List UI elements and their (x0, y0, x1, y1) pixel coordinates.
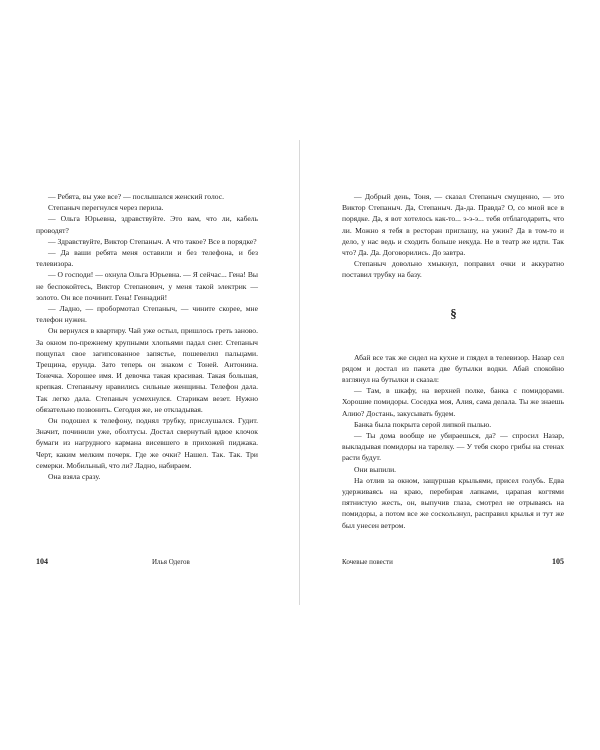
right-paragraph: Степаныч довольно хмыкнул, поправил очки и аккуратно поставил трубку на базу. (342, 259, 564, 280)
gutter-shadow (299, 140, 300, 605)
right-page-footer (342, 556, 564, 568)
page-number: 104 (36, 557, 48, 566)
left-paragraph: Он подошел к телефону, поднял трубку, прислушался. Гудит. Значит, починили уже, оболтусы. Достал свернутый вдвое клочок бумаги из нагрудного кармана висевшего в прихожей пиджака. Черт, каким мелким почерк. Где же очки? Нашел. Так. Так. Три семерки. Мобильный, что ли? Ладно, набираем. (36, 416, 258, 470)
right-paragraph: — Ты дома вообще не убираешься, да? — спросил Назар, выкладывая помидоры на тарелку. — У тебя скоро грибы на стенах расти будут. (342, 431, 564, 463)
right-paragraph: Они выпили. (354, 464, 397, 474)
left-paragraph: — Ольга Юрьевна, здравствуйте. Это вам, что ли, кабель проводят? (36, 214, 258, 235)
left-paragraph: — Ладно, — пробормотал Степаныч, — чините скорее, мне телефон нужен. (36, 304, 258, 325)
left-paragraph: — Здравствуйте, Виктор Степаныч. А что такое? Все в порядке? (48, 236, 257, 246)
left-paragraph: — О господи! — охнула Ольга Юрьевна. — Я сейчас... Гена! Вы не беспокойтесь, Виктор Степанович, у меня такой электрик — золото. Он все починит. Гена! Геннадий! (36, 270, 258, 302)
left-paragraph: Степаныч перегнулся через перила. (48, 203, 164, 213)
left-page-footer (36, 556, 258, 568)
right-paragraph: Абай все так же сидел на кухне и глядел в телевизор. Назар сел рядом и достал из пакета две бутылки водки. Абай спокойно взглянул на бутылки и сказал: (342, 352, 564, 385)
right-paragraph: Банка была покрыта серой липкой пылью. (354, 419, 492, 429)
running-title: Илья Одегов (152, 558, 190, 566)
left-paragraph: — Ребята, вы уже все? — послышался женский голос. (48, 192, 225, 201)
left-page (36, 191, 258, 482)
running-title: Кочевые повести (342, 558, 393, 566)
page-number: 105 (552, 557, 564, 566)
left-paragraph: Он вернулся в квартиру. Чай уже остыл, пришлось греть заново. За окном по-прежнему крупными хлопьями падал снег. Степаныч пощупал свое загипсованное запястье, пошевелил пальцами. Трещина, ерунда. Зато теперь он знаком с Тоней. Антонина. Тонечка. Хорошее имя. И девочка такая красивая. Такая большая, крепкая. Степанычу нравились сильные женщины. Телефон дала. Так легко дала. Степаныч усмехнулся. Старикам везет. Нужно обязательно позвонить. Сегодня же, не откладывая. (36, 326, 258, 414)
right-paragraph: На отлив за окном, защуршав крыльями, присел голубь. Едва удерживаясь на краю, перебирая лапками, царапая когтями пятнистую жесть, он, выпучив глаза, смотрел не отрываясь на помидоры, а потом все же соскользнул, расправил крылья и тут же был унесен ветром. (342, 475, 564, 530)
right-paragraph: — Там, в шкафу, на верхней полке, банка с помидорами. Хорошие помидоры. Соседка моя, Алия, сама делала. Ты же знаешь Алию? Достань, закусывать будем. (342, 386, 564, 418)
left-paragraph: Она взяла сразу. (48, 472, 101, 482)
right-page (342, 191, 564, 531)
right-paragraph: — Добрый день, Тоня, — сказал Степаныч смущенно, — это Виктор Степаныч. Да, Степаныч. Да-да. Правда? О, со мной все в порядке. Да, я вот хотелось как-то... э-э-э... тебя отблагодарить, что ли. Можно я тебя в ресторан приглашу, на ужин? Да в том-то и дело, у нас ведь и сходить больше некуда. Не в театр же идти. Так что? Да. Да. Договорились. До завтра. (342, 192, 564, 258)
left-paragraph: — Да ваши ребята меня оставили и без телефона, и без телевизора. (36, 248, 258, 269)
section-divider-mark: § (450, 305, 456, 321)
